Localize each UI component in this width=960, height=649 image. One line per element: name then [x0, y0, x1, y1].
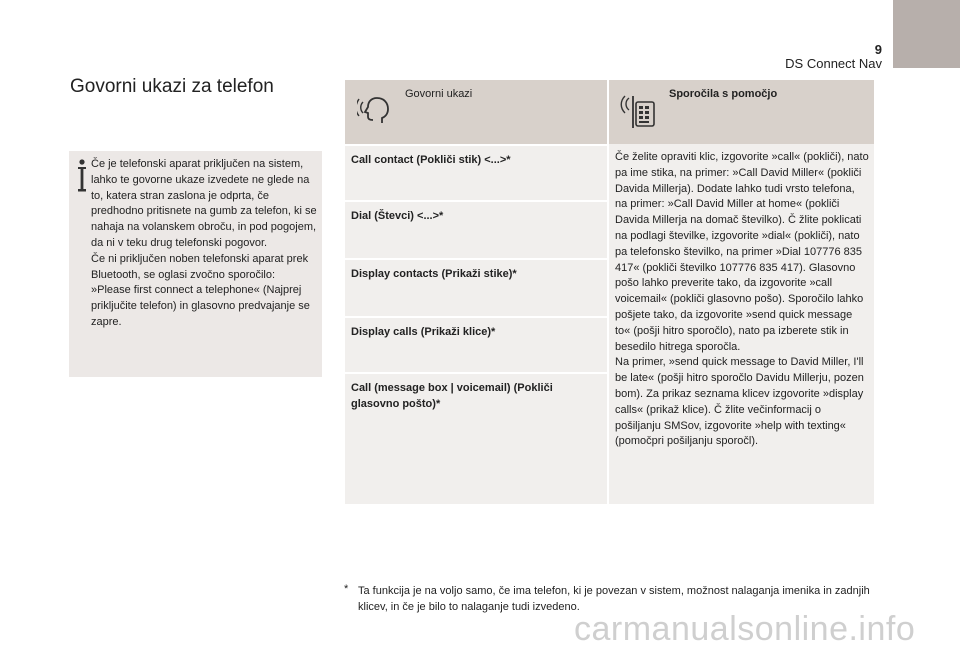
command-display-calls: Display calls (Prikaži klice)*: [351, 326, 496, 338]
info-icon: [77, 159, 87, 193]
table-row: [345, 144, 607, 202]
voice-command-icon: [357, 94, 391, 124]
page-number: 9: [874, 42, 882, 57]
table-row: [345, 258, 607, 318]
info-text: [91, 157, 317, 331]
help-description-p2: Na primer, »send quick message to David Miller, I'll be late« (pošji hitro sporočlo Davidu Millerju, pozen bom). Za prikaz seznama klicev izgovorite »display calls« (prikaž klice). Č žlite večinformacij o pošiljanju SMSov, izgovorite »help with texting« (pomočpri pošiljanju sporočl).: [615, 356, 864, 448]
info-box: [69, 151, 322, 377]
watermark: carmanualsonline.info: [574, 610, 916, 648]
header-title: DS Connect Nav: [785, 56, 882, 71]
help-description-p1: Če želite opraviti klic, izgovorite »call« (pokliči), nato pa ime stika, na primer: »Call David Miller« (pokliči Davida Millerja). Dodate lahko tudi vrsto telefona, na primer: »Call David Miller at home« (pokliči Davida Millerja na domač številko). Č žlite poklicati na podlagi številke, izgovorite »dial« (pokliči), nato pa telefonsko številko, na primer »Dial 107776 835 417« (pokliči številko 107776 835 417). Glasovno pošo lahko preverite tako, da izgovorite »call voicemail« (pokliči glasovno pošo). Sporočilo lahko pošjete tako, da izgovorite »send quick message to« (pošji hitro sporočlo), nato pa izberete stik in besedilo hitrega sporočla.: [615, 151, 869, 353]
voice-commands-table: [345, 80, 874, 504]
table-row: [345, 316, 607, 374]
footnote-mark: *: [344, 583, 349, 595]
help-description: [615, 150, 869, 450]
section-title: Govorni ukazi za telefon: [70, 76, 274, 97]
command-display-contacts: Display contacts (Prikaži stike)*: [351, 268, 517, 280]
column-header-commands: Govorni ukazi: [405, 88, 473, 100]
table-header-help: [609, 80, 874, 144]
table-row: [345, 372, 607, 504]
table-header-commands: [345, 80, 607, 144]
help-message-icon: [619, 94, 655, 130]
column-divider: [607, 80, 609, 504]
info-paragraph-2: Če ni priključen noben telefonski aparat prek Bluetooth, se oglasi zvočno sporočilo: »Please first connect a telephone« (Najprej priključite telefon) in glasovno predvajanje se zapre.: [91, 252, 310, 328]
column-header-help: Sporočila s pomočjo: [669, 88, 778, 100]
info-paragraph-1: Če je telefonski aparat priključen na sistem, lahko te govorne ukaze izvedete ne glede na to, katera stran zaslona je odprta, če predhodno pritisnete na gumb za telefon, ki se nahaja na volanskem obroču, in pod pogojem, da ni v teku drug telefonski pogovor.: [91, 158, 317, 249]
table-row: [345, 200, 607, 260]
command-call-contact: Call contact (Pokliči stik) <...>*: [351, 154, 511, 166]
command-dial: Dial (Števci) <...>*: [351, 210, 444, 222]
page-corner-tab: [893, 0, 960, 68]
footnote: Ta funkcija je na voljo samo, če ima telefon, ki je povezan v sistem, možnost nalaganja imenika in zadnjih klicev, in če je bilo to nalaganje tudi izvedeno.: [358, 585, 870, 613]
command-call-voicemail: Call (message box | voicemail) (Pokliči glasovno pošto)*: [351, 382, 553, 410]
